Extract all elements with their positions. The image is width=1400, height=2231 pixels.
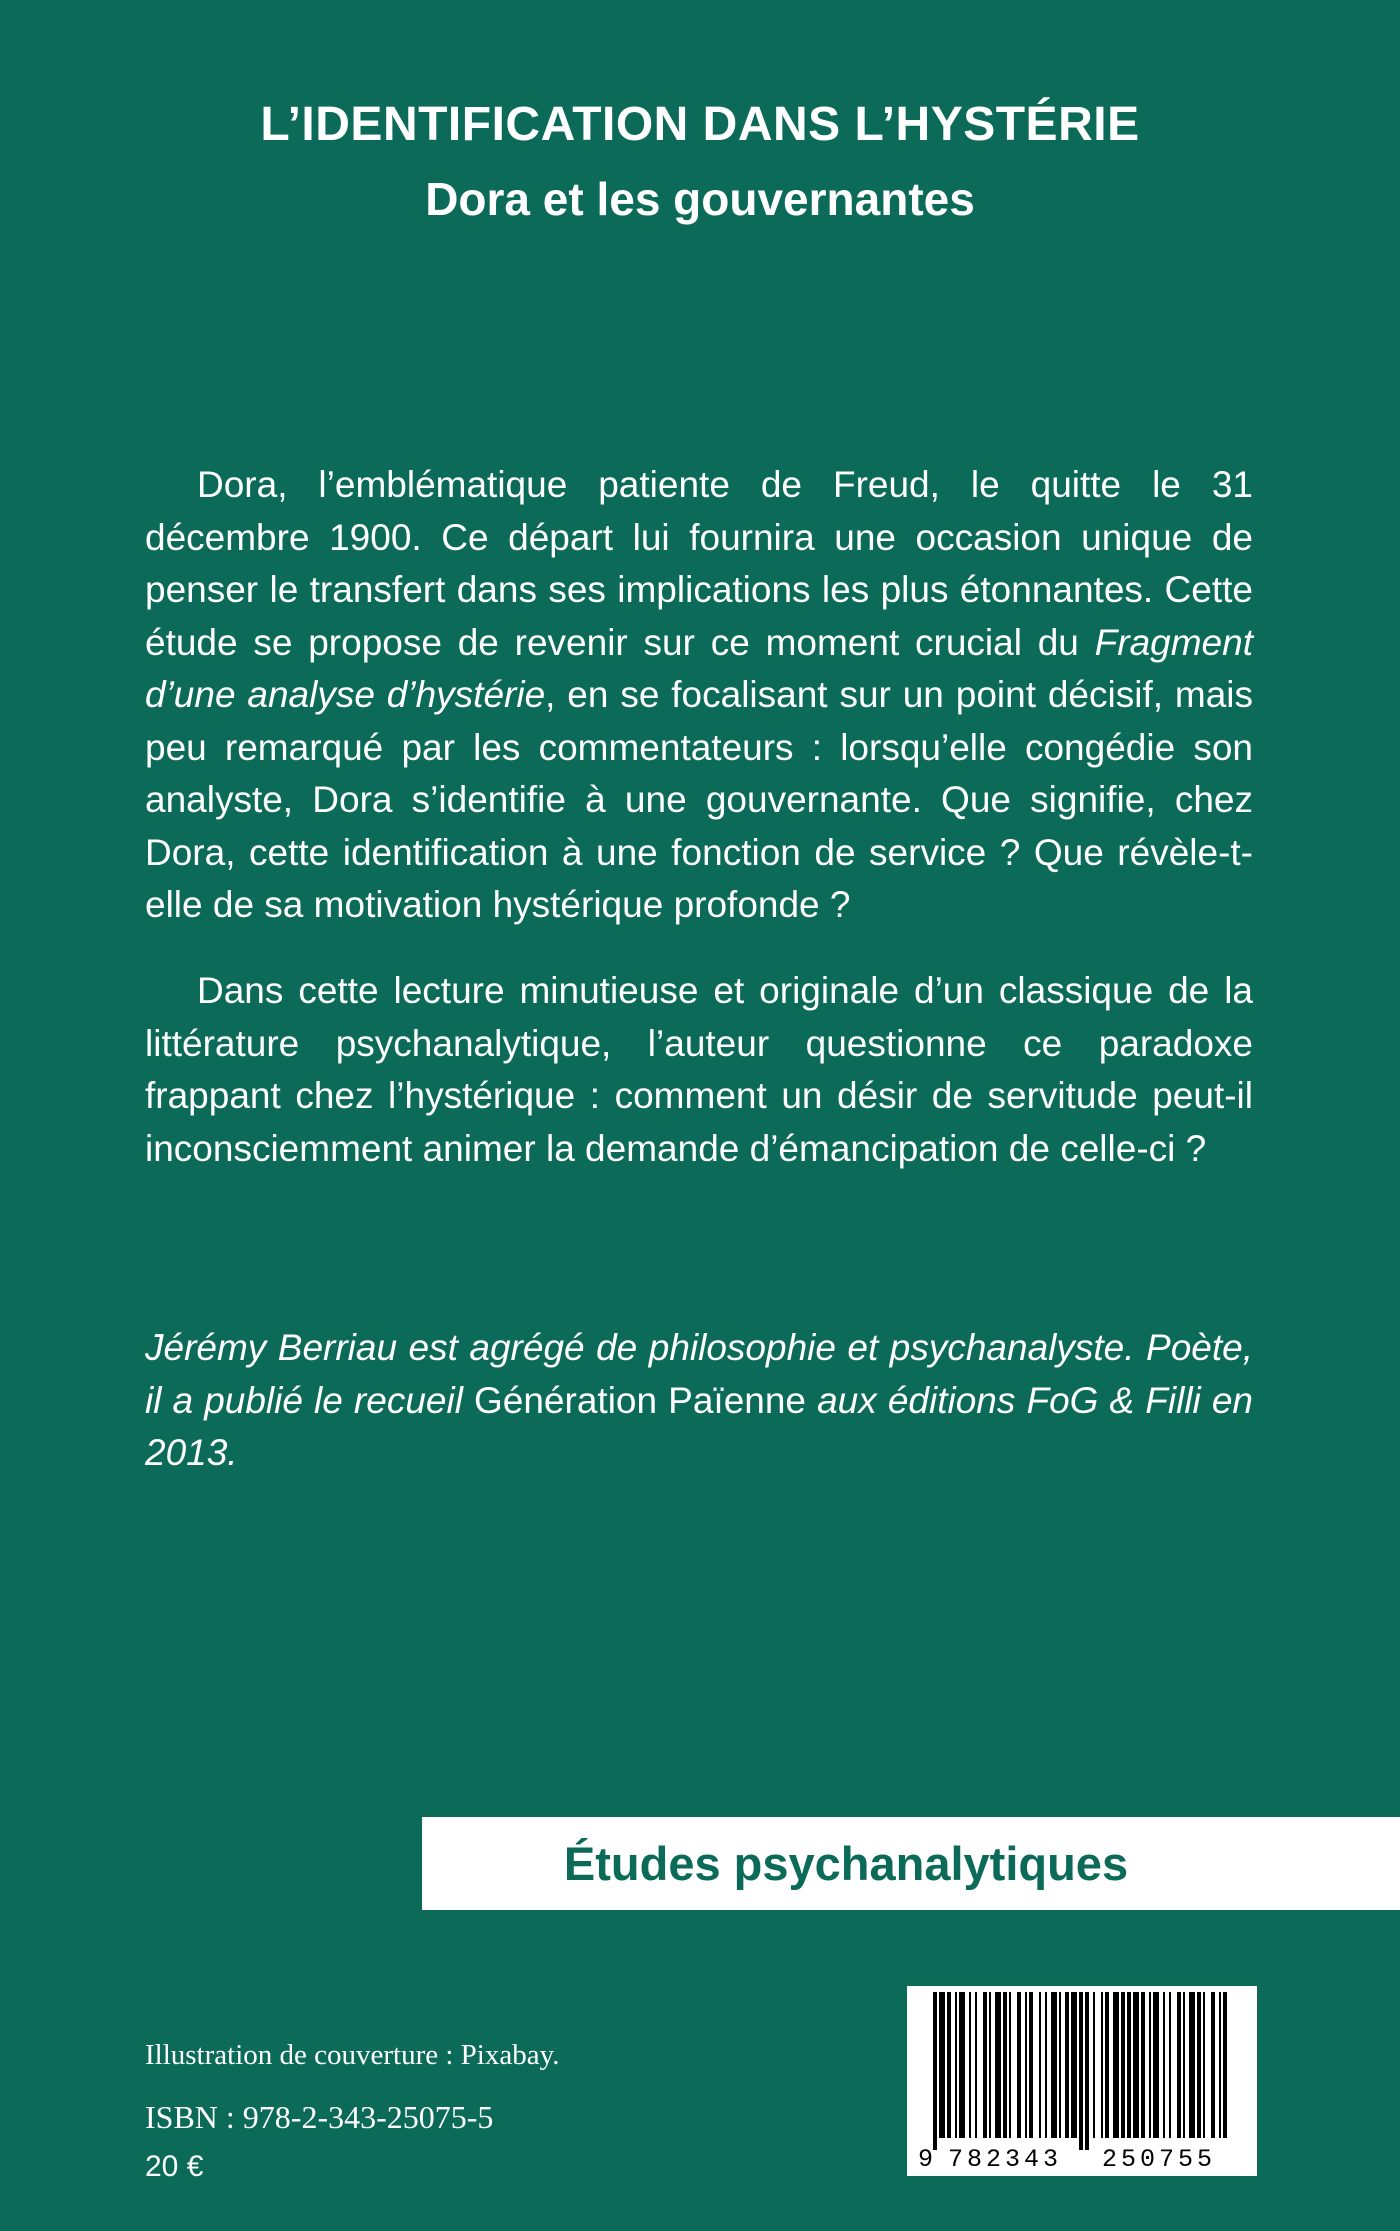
book-subtitle: Dora et les gouvernantes bbox=[425, 173, 975, 225]
author-bio-text: est agrégé de philosophie et psychanalyste. Poète, il a publié le recueil bbox=[145, 1327, 1253, 1421]
barcode-graphic bbox=[907, 1986, 1257, 2176]
barcode-bar bbox=[1183, 1992, 1185, 2138]
barcode-digits-left: 782343 bbox=[947, 2145, 1063, 2174]
barcode-bar bbox=[939, 1992, 945, 2138]
barcode-bar bbox=[1003, 1992, 1007, 2138]
author-bio bbox=[145, 1322, 1253, 1480]
barcode-bar bbox=[1025, 1992, 1027, 2138]
barcode-bar bbox=[1029, 1992, 1033, 2138]
summary-text: Dora, l’emblématique patiente de Freud, le quitte le 31 décembre 1900. Ce départ lui fournira une occasion unique de penser le transfert dans ses implications les plus étonnantes. Cette étude se propose de revenir sur ce moment crucial du bbox=[145, 464, 1253, 663]
barcode-digits-right: 250755 bbox=[1101, 2145, 1217, 2174]
barcode-bar bbox=[995, 1992, 1001, 2138]
series-band bbox=[422, 1817, 1400, 1910]
barcode-digit-first: 9 bbox=[918, 2145, 934, 2174]
author-bio-text: aux éditions FoG & Filli en 2013. bbox=[145, 1379, 1253, 1473]
barcode-bar bbox=[1009, 1992, 1011, 2138]
barcode-bar bbox=[1189, 1992, 1195, 2138]
referenced-work-title: Fragment d’une analyse d’hystérie bbox=[145, 621, 1253, 715]
barcode-bar bbox=[1177, 1992, 1181, 2138]
barcode-bar bbox=[1051, 1992, 1057, 2138]
barcode-bar bbox=[1121, 1992, 1125, 2138]
barcode-bar bbox=[1197, 1992, 1201, 2138]
barcode-bar bbox=[1211, 1992, 1215, 2138]
barcode-bar bbox=[955, 1992, 957, 2138]
barcode-bar bbox=[1149, 1992, 1151, 2138]
summary-text: , en se focalisant sur un point décisif, mais peu remarqué par les commentateurs : lorsqu’elle congédie son analyste, Dora s’identifie à une gouvernante. Que signifie, chez Dora, cette identification à une fonction de service ? Que révèle-t-elle de sa motivation hystérique profonde ? bbox=[145, 674, 1253, 925]
barcode-bar bbox=[1045, 1992, 1047, 2138]
barcode-bar bbox=[1141, 1992, 1145, 2138]
price: 20 € bbox=[145, 2150, 204, 2183]
barcode-bar bbox=[933, 1992, 937, 2150]
barcode-bar bbox=[1163, 1992, 1165, 2138]
barcode-bar bbox=[959, 1992, 965, 2138]
series-name: Études psychanalytiques bbox=[563, 1837, 1129, 1890]
barcode-bar bbox=[1133, 1992, 1139, 2138]
barcode-bar bbox=[1127, 1992, 1131, 2138]
isbn: ISBN : 978-2-343-25075-5 bbox=[145, 2099, 494, 2135]
barcode-bar bbox=[1093, 1992, 1095, 2138]
barcode-bar bbox=[1065, 1992, 1069, 2138]
barcode-bar bbox=[1169, 1992, 1171, 2138]
barcode-bar bbox=[983, 1992, 987, 2138]
barcode-bar bbox=[1203, 1992, 1205, 2138]
barcode-bar bbox=[947, 1992, 951, 2138]
author-book-title: Génération Païenne bbox=[474, 1379, 807, 1421]
summary-paragraph-1 bbox=[145, 459, 1253, 932]
barcode-bar bbox=[1071, 1992, 1077, 2138]
author-name: Jérémy Berriau bbox=[145, 1327, 398, 1368]
barcode-bar bbox=[1101, 1992, 1103, 2138]
barcode-bar bbox=[1113, 1992, 1119, 2138]
barcode-bar bbox=[1039, 1992, 1041, 2138]
barcode-bar bbox=[1079, 1992, 1083, 2150]
barcode-bar bbox=[1223, 1992, 1227, 2138]
barcode-bar bbox=[1085, 1992, 1089, 2150]
barcode-bar bbox=[1153, 1992, 1159, 2138]
book-title: L’IDENTIFICATION DANS L’HYSTÉRIE bbox=[260, 98, 1140, 151]
barcode bbox=[907, 1986, 1257, 2176]
barcode-bar bbox=[1059, 1992, 1061, 2138]
barcode-bar bbox=[969, 1992, 971, 2138]
summary-paragraph-2: Dans cette lecture minutieuse et originale d’un classique de la littérature psychanalytique, l’auteur questionne ce paradoxe frappant chez l’hystérique : comment un désir de servitude peut-il inconsciemment animer la demande d’émancipation de celle-ci ? bbox=[145, 970, 1253, 1169]
barcode-bar bbox=[1017, 1992, 1021, 2138]
barcode-bar bbox=[989, 1992, 991, 2138]
barcode-bar bbox=[1219, 1992, 1221, 2138]
illustration-credit: Illustration de couverture : Pixabay. bbox=[145, 2039, 560, 2071]
barcode-bar bbox=[975, 1992, 977, 2138]
barcode-bar bbox=[1105, 1992, 1109, 2138]
